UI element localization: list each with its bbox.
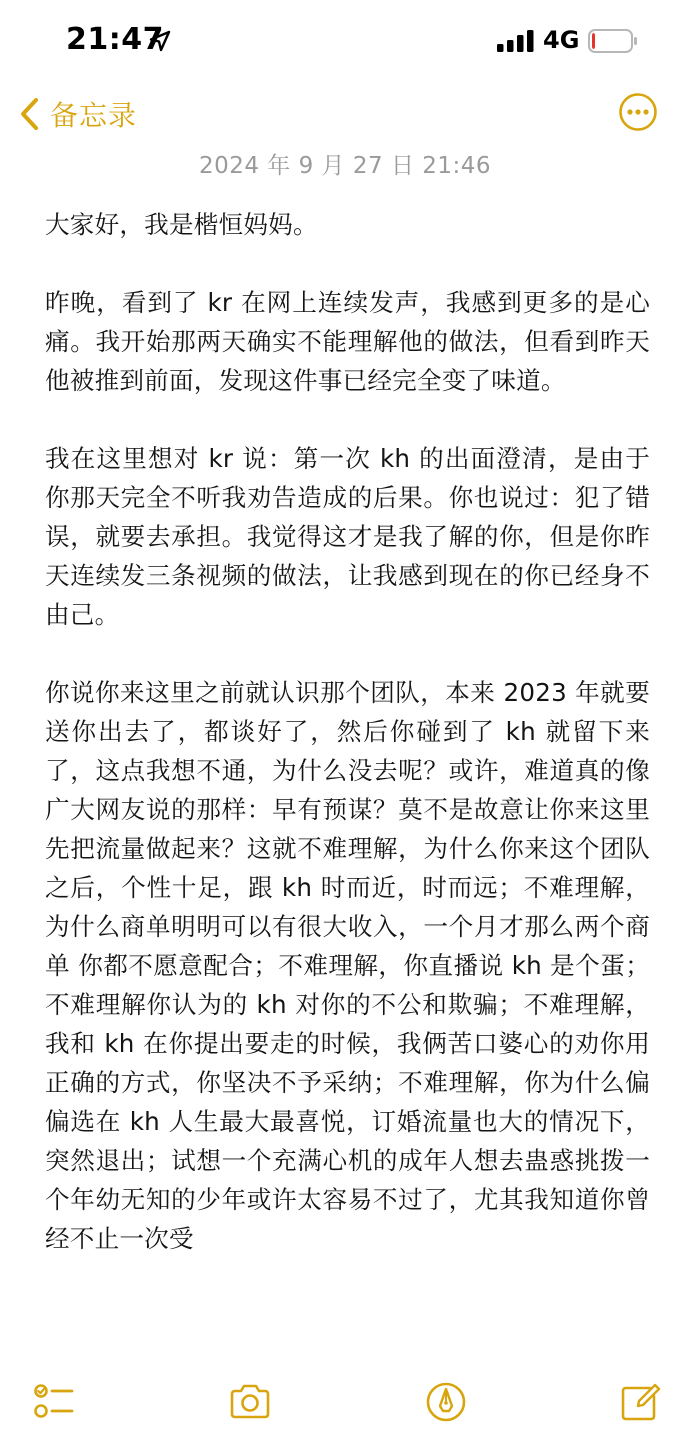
camera-icon [228, 1380, 272, 1424]
checklist-icon [32, 1380, 76, 1424]
back-label: 备忘录 [50, 99, 138, 132]
note-paragraph: 你说你来这里之前就认识那个团队，本来 2023 年就要送你出去了，都谈好了，然后你碰到了 kh 就留下来了，这点我想不通，为什么没去呢？或许，难道真的像广大网友说的那样：早有预谋？莫不是故意让你来这里先把流量做起来？这就不难理解，为什么你来这个团队之后，个性十足，跟 kh 时而近，时而远；不难理解，为什么商单明明可以有很大收入，一个月才那么两个商单 你都不愿意配合；不难理解，你直播说 kh 是个蛋；不难理解你认为的 kh 对你的不公和欺骗；不难理解，我和 kh 在你提出要走的时候，我俩苦口婆心的劝你用正确的方式，你坚决不予采纳；不难理解，你为什么偏偏选在 kh 人生最大最喜悦，订婚流量也大的情况下，突然退出；试想一个充满心机的成年人想去蛊惑挑拨一个年幼无知的少年或许太容易不过了，尤其我知道你曾经不止一次受 [45, 678, 650, 1253]
cellular-signal-icon [497, 30, 535, 52]
back-button[interactable] [18, 92, 137, 136]
note-paragraph: 我在这里想对 kr 说：第一次 kh 的出面澄清，是由于你那天完全不听我劝告造成的后果。你也说过：犯了错误，就要去承担。我觉得这才是我了解的你，但是你昨天连续发三条视频的做法，让我感到现在的你已经身不由己。 [45, 444, 650, 629]
compose-button[interactable] [618, 1380, 662, 1424]
network-type: 4G [543, 26, 580, 54]
camera-button[interactable] [228, 1380, 272, 1424]
ellipsis-circle-icon[interactable] [618, 92, 658, 132]
nav-bar [0, 84, 690, 144]
location-arrow-icon [148, 29, 172, 53]
compose-icon [618, 1380, 662, 1424]
note-paragraph: 昨晚，看到了 kr 在网上连续发声，我感到更多的是心痛。我开始那两天确实不能理解他的做法，但看到昨天他被推到前面，发现这件事已经完全变了味道。 [45, 288, 650, 395]
markup-pen-icon [424, 1380, 468, 1424]
battery-low-icon [588, 29, 638, 53]
bottom-toolbar [0, 1366, 690, 1432]
chevron-left-icon [18, 97, 40, 131]
checklist-button[interactable] [32, 1380, 76, 1424]
note-date: 2024 年 9 月 27 日 21:46 [198, 153, 492, 179]
note-paragraph: 大家好，我是楷恒妈妈。 [45, 210, 318, 239]
note-body[interactable] [45, 205, 650, 1360]
markup-button[interactable] [424, 1380, 468, 1424]
status-bar [0, 0, 690, 84]
status-time: 21:47 [66, 22, 164, 57]
